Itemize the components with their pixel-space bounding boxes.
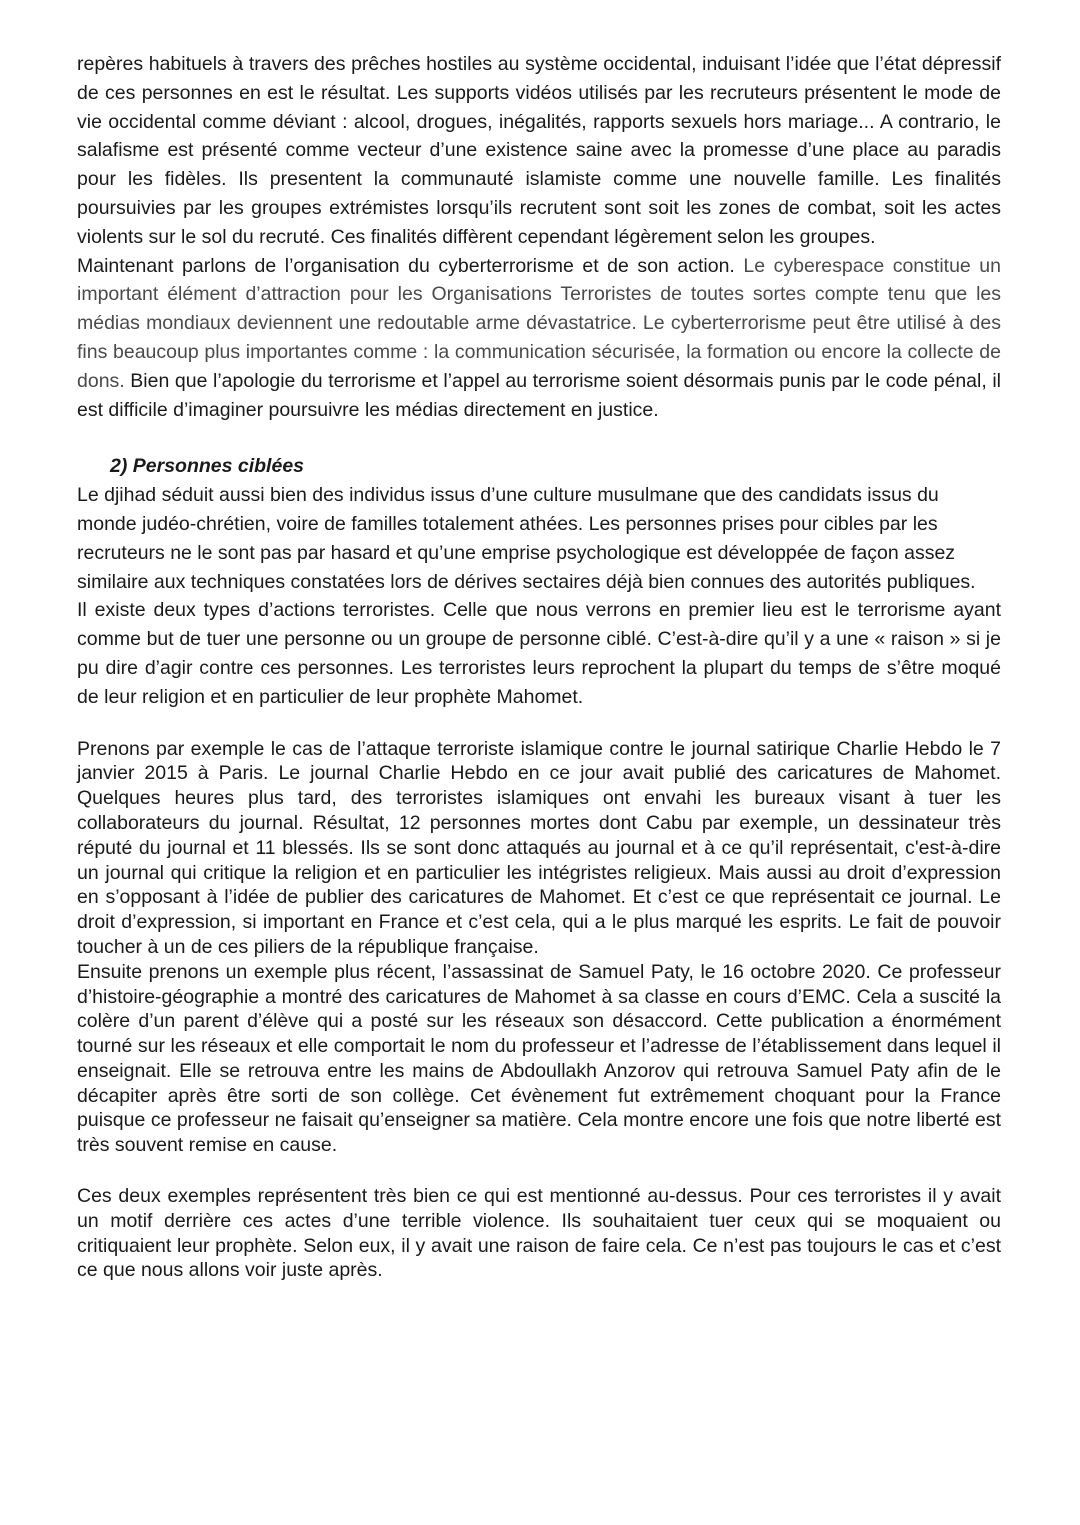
intro-paragraph: repères habituels à travers des prêches hostiles au système occidental, induisant l’idée que l’état dépressif de ces personnes en est le résultat. Les supports vidéos utilisés par les recruteurs présentent le mode de vie occidental comme déviant : alcool, drogues, inégalités, rapports sexuels hors mariage... A contrario, le salafisme est présenté comme vecteur d’une existence saine avec la promesse d’une place au paradis pour les fidèles. Ils presentent la communauté islamiste comme une nouvelle famille. Les finalités poursuivies par les groupes extrémistes lorsqu’ils recrutent sont soit les zones de combat, soit les actes violents sur le sol du recruté. Ces finalités diffèrent cependant légèrement selon les groupes.	[77, 53, 1001, 248]
spacer	[77, 1158, 1001, 1184]
document-page	[77, 50, 1001, 1283]
spacer	[77, 712, 1001, 737]
samuel-paty-paragraph: Ensuite prenons un exemple plus récent, l’assassinat de Samuel Paty, le 16 octobre 2020. Ce professeur d’histoire-géographie a montré des caricatures de Mahomet à sa classe en cours d’EMC. Cela a suscité la colère d’un parent d’élève qui a posté sur les réseaux son désaccord. Cette publication a énormément tourné sur les réseaux et elle comportait le nom du professeur et l’adresse de l’établissement dans lequel il enseignait. Elle se retrouva entre les mains de Abdoullakh Anzorov qui retrouva Samuel Paty afin de le décapiter après être sorti de son collège. Cet évènement fut extrêmement choquant pour la France puisque ce professeur ne faisait qu’enseigner sa matière. Cela montre encore une fois que notre liberté est très souvent remise en cause.	[77, 960, 1001, 1157]
cyberterrorism-paragraph	[77, 252, 1001, 425]
charlie-hebdo-paragraph: Prenons par exemple le cas de l’attaque terroriste islamique contre le journal satirique Charlie Hebdo le 7 janvier 2015 à Paris. Le journal Charlie Hebdo en ce jour avait publié des caricatures de Mahomet. Quelques heures plus tard, des terroristes islamiques ont envahi les bureaux visant à tuer les collaborateurs du journal. Résultat, 12 personnes mortes dont Cabu par exemple, un dessinateur très réputé du journal et 11 blessés. Ils se sont donc attaqués au journal et à ce qu’il représentait, c'est-à-dire un journal qui critique la religion et en particulier les intégristes religieux. Mais aussi au droit d’expression en s’opposant à l’idée de publier des caricatures de Mahomet. Et c’est ce que représentait ce journal. Le droit d’expression, si important en France et c’est cela, qui a le plus marqué les esprits. Le fait de pouvoir toucher à un de ces piliers de la république française.	[77, 737, 1001, 958]
spacer	[77, 424, 1001, 452]
cyberterrorism-conclusion: Bien que l’apologie du terrorisme et l’appel au terrorisme soient désormais punis par le code pénal, il est difficile d’imaginer poursuivre les médias directement en justice.	[77, 369, 1001, 421]
cyberterrorism-body: Le cyberespace constitue un important élément d’attraction pour les Organisations Terroristes de toutes sortes compte tenu que les médias mondiaux deviennent une redoutable arme dévastatrice. Le cyberterrorisme peut être utilisé à des fins beaucoup plus importantes comme : la communication sécurisée, la formation ou encore la collecte de dons.	[77, 254, 1001, 392]
targeted-paragraph-1: Le djihad séduit aussi bien des individus issus d’une culture musulmane que des candidats issus du monde judéo-chrétien, voire de familles totalement athées. Les personnes prises pour cibles par les recruteurs ne le sont pas par hasard et qu’une emprise psychologique est développée de façon assez similaire aux techniques constatées lors de dérives sectaires déjà bien connues des autorités publiques.	[77, 484, 976, 593]
conclusion-paragraph: Ces deux exemples représentent très bien ce qui est mentionné au-dessus. Pour ces terroristes il y avait un motif derrière ces actes d’une terrible violence. Ils souhaitaient tuer ceux qui se moquaient ou critiquaient leur prophète. Selon eux, il y avait une raison de faire cela. Ce n’est pas toujours le cas et c’est ce que nous allons voir juste après.	[77, 1185, 1001, 1282]
section-heading: 2) Personnes ciblées	[110, 455, 305, 478]
targeted-paragraph-2: Il existe deux types d’actions terroristes. Celle que nous verrons en premier lieu est le terrorisme ayant comme but de tuer une personne ou un groupe de personne ciblé. C’est-à-dire qu’il y a une « raison » si je pu dire d’agir contre ces personnes. Les terroristes leurs reprochent la plupart du temps de s’être moqué de leur religion et en particulier de leur prophète Mahomet.	[77, 599, 1001, 708]
cyberterrorism-intro: Maintenant parlons de l’organisation du cyberterrorisme et de son action.	[77, 254, 744, 277]
